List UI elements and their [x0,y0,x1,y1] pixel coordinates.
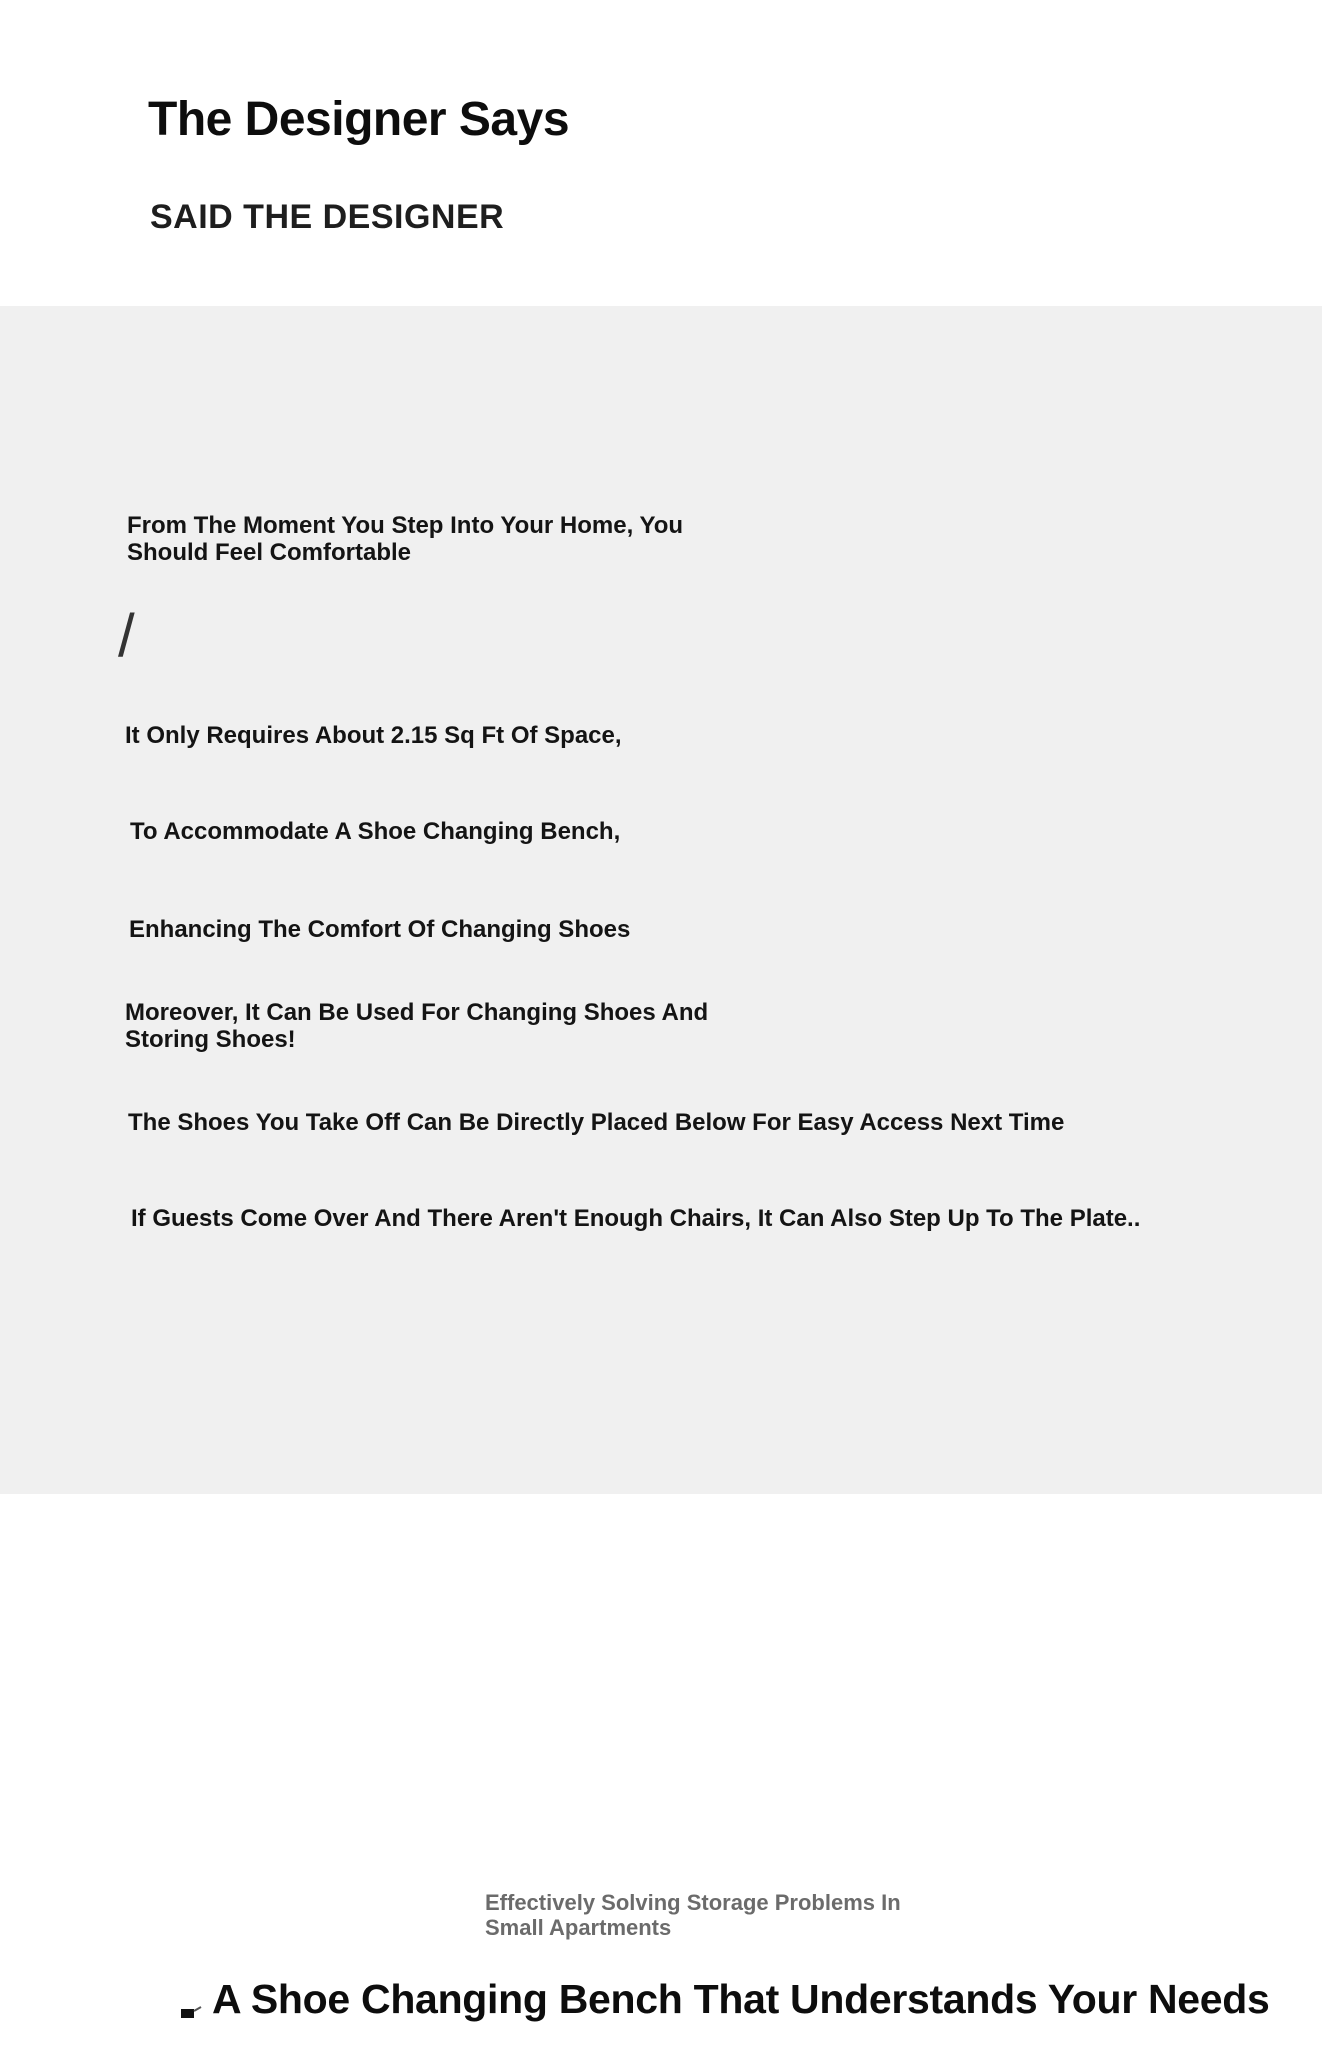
description-line: It Only Requires About 2.15 Sq Ft Of Space, [125,722,622,749]
bench-icon [180,2006,202,2022]
page-subtitle: SAID THE DESIGNER [150,198,505,236]
description-line: To Accommodate A Shoe Changing Bench, [130,818,621,845]
description-line: The Shoes You Take Off Can Be Directly Placed Below For Easy Access Next Time [128,1109,1065,1136]
description-line: Enhancing The Comfort Of Changing Shoes [129,916,631,943]
description-section [0,306,1322,1494]
description-line: If Guests Come Over And There Aren't Enough Chairs, It Can Also Step Up To The Plate.. [131,1205,1141,1232]
divider-slash: / [118,602,135,669]
feature-title: A Shoe Changing Bench That Understands Your Needs [212,1976,1270,2022]
intro-text: From The Moment You Step Into Your Home, You Should Feel Comfortable [127,512,684,566]
description-line: Moreover, It Can Be Used For Changing Shoes And Storing Shoes! [125,999,709,1053]
page-header [0,0,1322,306]
feature-section [0,1494,1322,2048]
feature-kicker: Effectively Solving Storage Problems In Small Apartments [485,1890,901,1940]
page-title: The Designer Says [148,93,570,146]
